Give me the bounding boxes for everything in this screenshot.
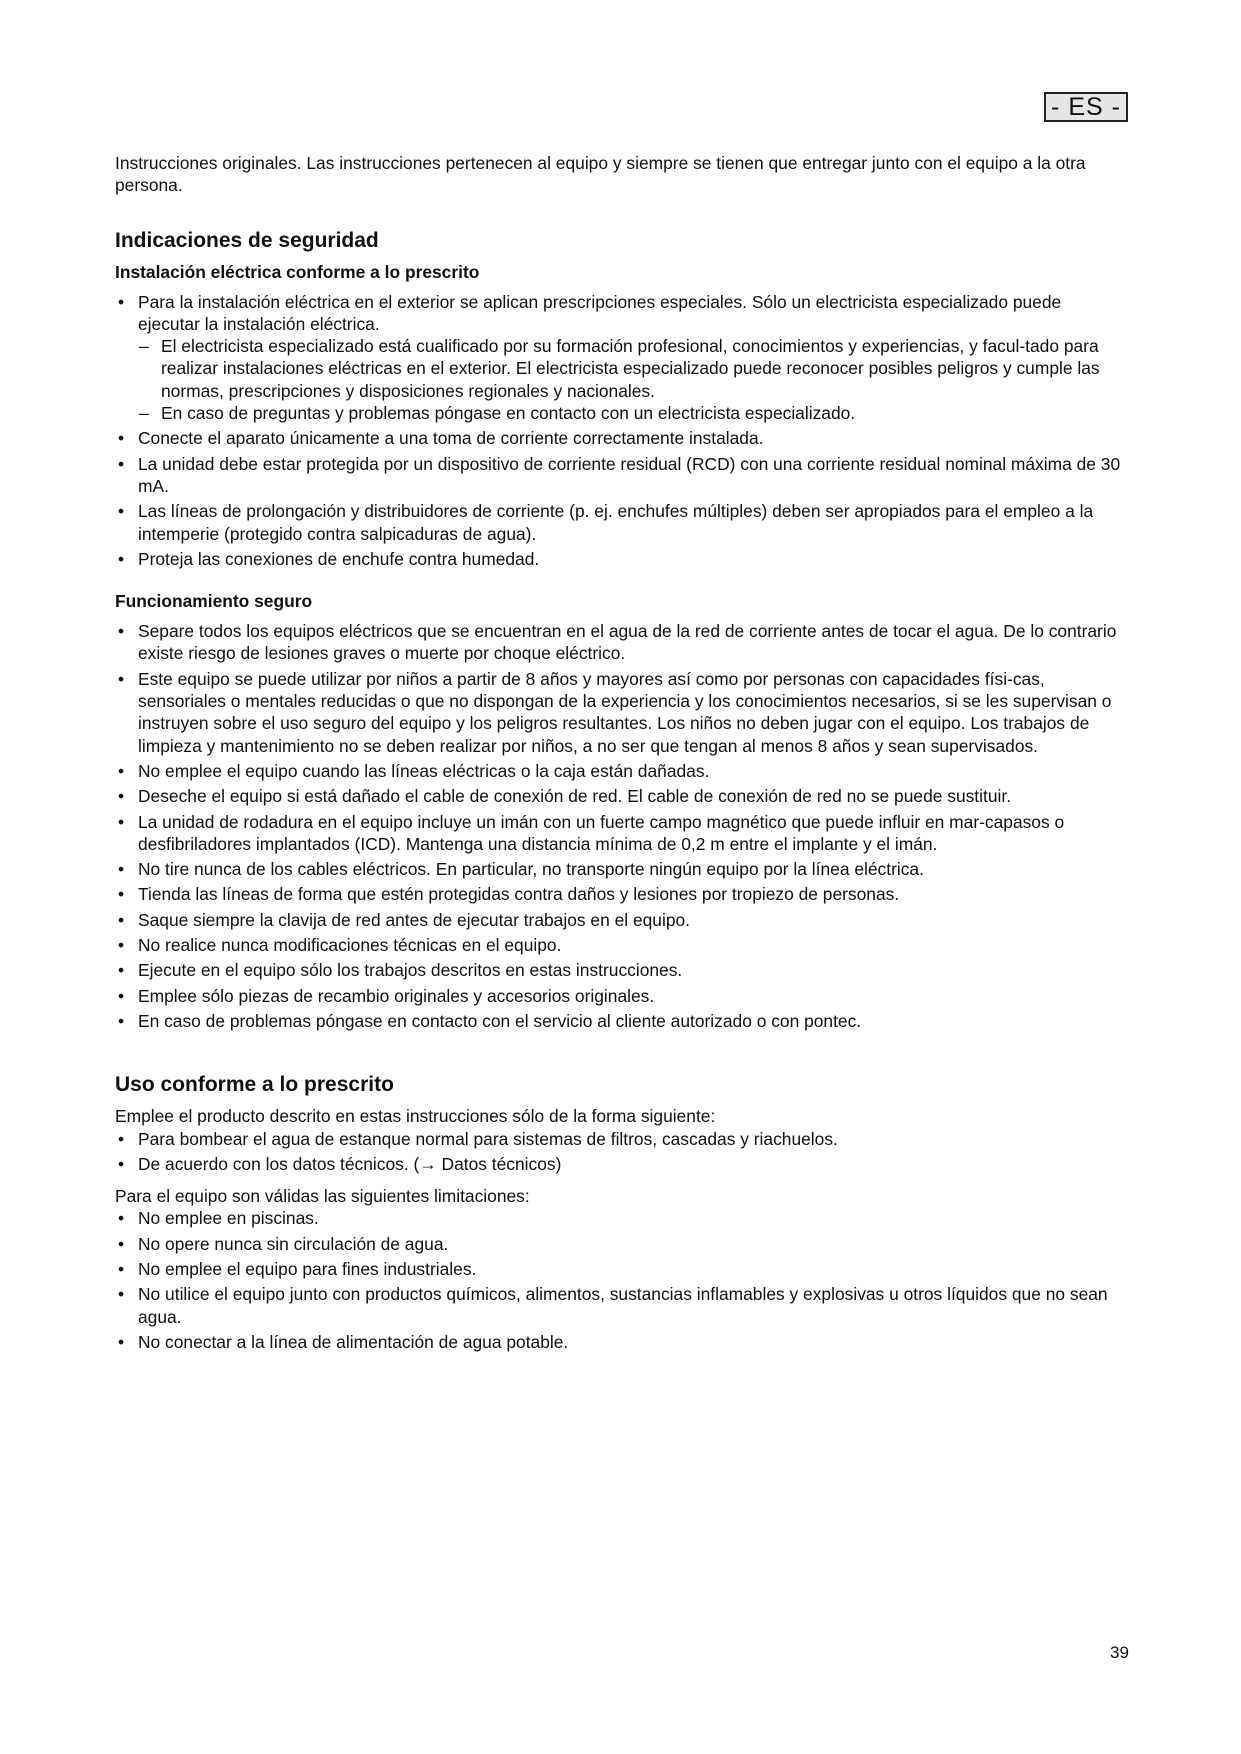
list-item: • De acuerdo con los datos técnicos. (→ Datos técnicos) [115,1153,1125,1175]
list-item: • En caso de problemas póngase en contacto con el servicio al cliente autorizado o con pontec. [115,1010,1125,1032]
intro-paragraph: Instrucciones originales. Las instrucciones pertenecen al equipo y siempre se tienen que entregar junto con el equipo a la otra persona. [115,153,1086,196]
operation-list [115,620,1125,1032]
list-item [115,291,1125,425]
list-item: • Proteja las conexiones de enchufe contra humedad. [115,548,1125,570]
list-item: • Las líneas de prolongación y distribuidores de corriente (p. ej. enchufes múltiples) deben ser apropiados para el empleo a la intemperie (protegido contra salpicaduras de agua). [115,500,1125,545]
electrical-sublist [138,335,1125,424]
list-item: • La unidad debe estar protegida por un dispositivo de corriente residual (RCD) con una corriente residual nominal máxima de 30 mA. [115,453,1125,498]
list-item-text: Para la instalación eléctrica en el exterior se aplican prescripciones especiales. Sólo un electricista especializado puede ejecutar la instalación eléctrica. [138,291,1062,334]
limits-list [115,1207,1125,1353]
list-item: • Deseche el equipo si está dañado el cable de conexión de red. El cable de conexión de red no se puede sustituir. [115,785,1125,807]
usage-list [115,1128,1125,1176]
list-item: • Conecte el aparato únicamente a una toma de corriente correctamente instalada. [115,427,1125,449]
language-tag: - ES - [1044,92,1128,122]
safety-section [115,228,1125,1033]
list-item: • No conectar a la línea de alimentación de agua potable. [115,1331,1125,1353]
usage-intro: Emplee el producto descrito en estas instrucciones sólo de la forma siguiente: [115,1106,716,1127]
list-item: • Saque siempre la clavija de red antes de ejecutar trabajos en el equipo. [115,909,1125,931]
sublist-item: – En caso de preguntas y problemas póngase en contacto con un electricista especializado. [138,402,1125,424]
limits-intro: Para el equipo son válidas las siguientes limitaciones: [115,1186,530,1207]
electrical-subheading: Instalación eléctrica conforme a lo prescrito [115,261,480,282]
list-item: • Este equipo se puede utilizar por niños a partir de 8 años y mayores así como por personas con capacidades físi-cas, sensoriales o mentales reducidas o que no dispongan de la experiencia y los conocimientos necesarios, si se les supervisan o instruyen sobre el uso seguro del equipo y los peligros resultantes. Los niños no deben jugar con el equipo. Los trabajos de limpieza y mantenimiento no se deben realizar por niños, a no ser que tengan al menos 8 años y sean supervisados. [115,668,1125,757]
safety-heading: Indicaciones de seguridad [115,228,379,252]
list-item: • No tire nunca de los cables eléctricos. En particular, no transporte ningún equipo por la línea eléctrica. [115,858,1125,880]
electrical-list [115,291,1125,571]
list-item: • Tienda las líneas de forma que estén protegidas contra daños y lesiones por tropiezo de personas. [115,883,1125,905]
operation-subheading: Funcionamiento seguro [115,591,313,612]
list-item: • Ejecute en el equipo sólo los trabajos descritos en estas instrucciones. [115,959,1125,981]
list-item: • No emplee el equipo para fines industriales. [115,1258,1125,1280]
page-number: 39 [1110,1643,1129,1662]
list-item: • No emplee en piscinas. [115,1207,1125,1229]
list-item: • Emplee sólo piezas de recambio originales y accesorios originales. [115,985,1125,1007]
list-item: • No opere nunca sin circulación de agua. [115,1233,1125,1255]
list-item: • No utilice el equipo junto con productos químicos, alimentos, sustancias inflamables y explosivas u otros líquidos que no sean agua. [115,1283,1125,1328]
list-item: • No emplee el equipo cuando las líneas eléctricas o la caja están dañadas. [115,760,1125,782]
list-item: • Para bombear el agua de estanque normal para sistemas de filtros, cascadas y riachuelos. [115,1128,1125,1150]
main-content [115,152,1125,1356]
sublist-item: – El electricista especializado está cualificado por su formación profesional, conocimientos y experiencias, y facul-tado para realizar instalaciones eléctricas en el exterior. El electricista especializado puede reconocer posibles peligros y cumple las normas, prescripciones y disposiciones regionales y nacionales. [138,335,1125,402]
usage-section [115,1072,1125,1353]
list-item: • No realice nunca modificaciones técnicas en el equipo. [115,934,1125,956]
list-item: • Separe todos los equipos eléctricos que se encuentran en el agua de la red de corriente antes de tocar el agua. De lo contrario existe riesgo de lesiones graves o muerte por choque eléctrico. [115,620,1125,665]
usage-heading: Uso conforme a lo prescrito [115,1073,394,1097]
list-item: • La unidad de rodadura en el equipo incluye un imán con un fuerte campo magnético que puede influir en mar-capasos o desfibriladores implantados (ICD). Mantenga una distancia mínima de 0,2 m entre el implante y el imán. [115,811,1125,856]
